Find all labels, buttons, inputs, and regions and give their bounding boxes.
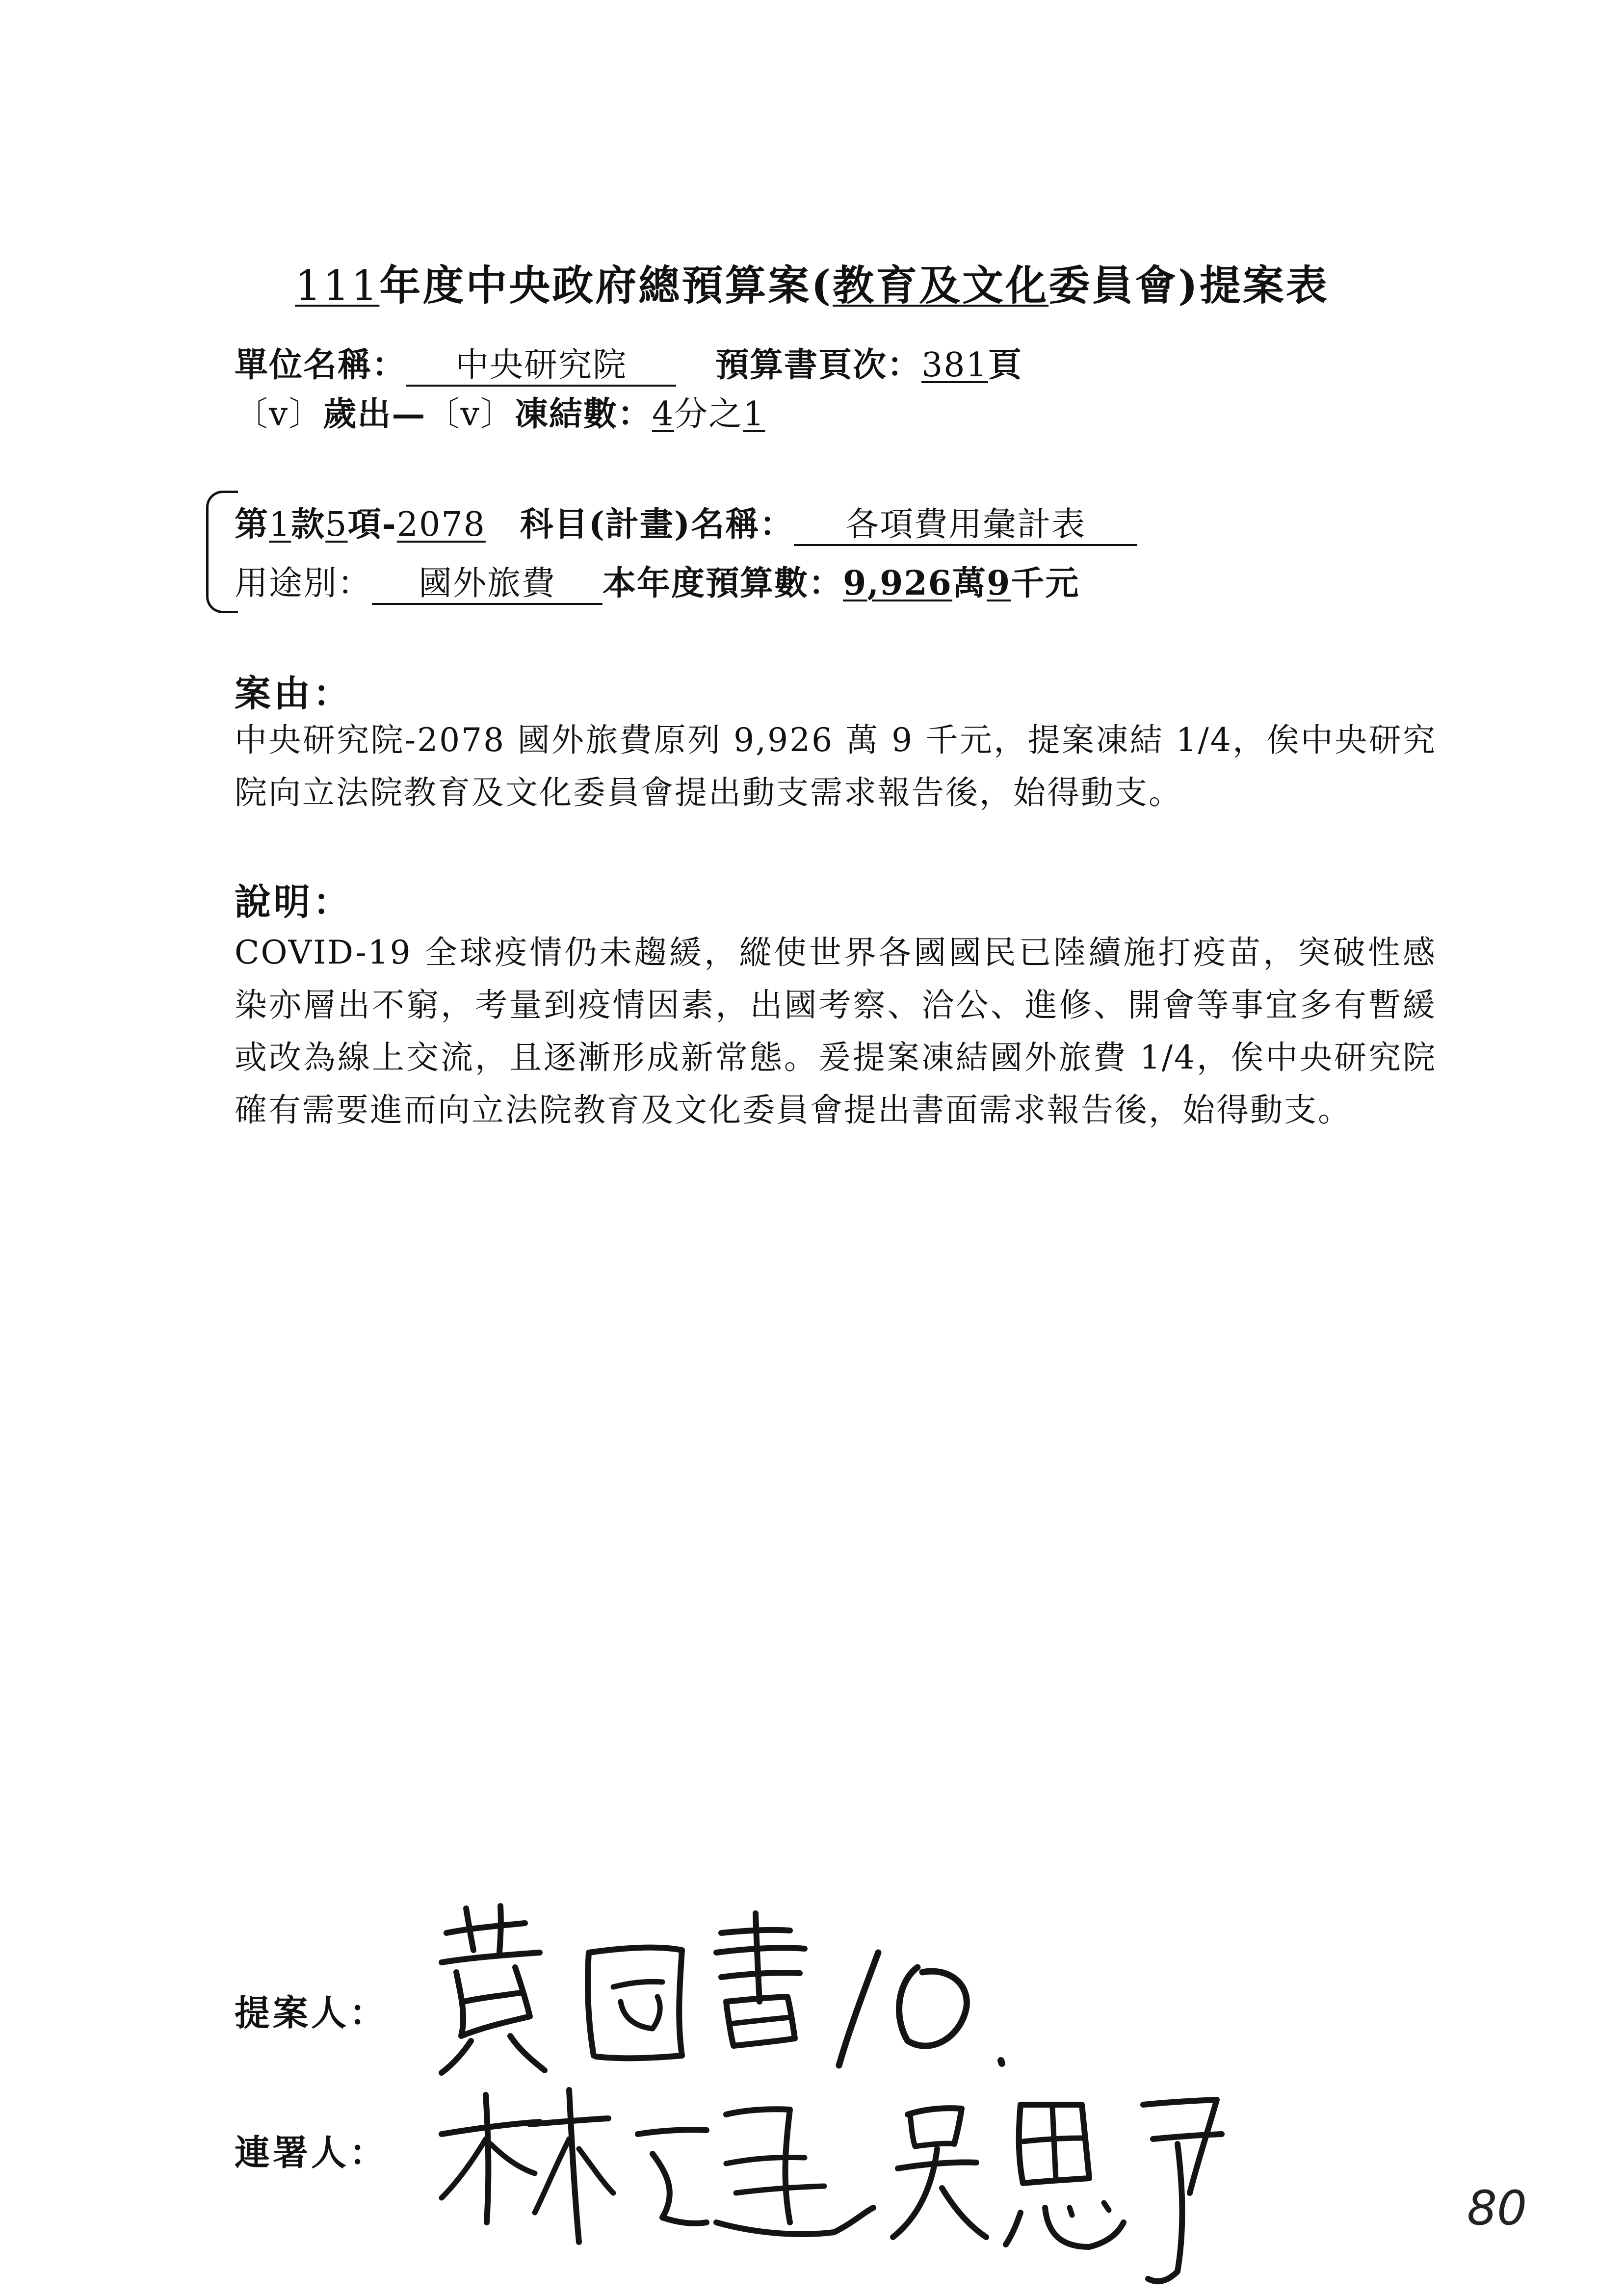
check-expense: 〔v〕 — [235, 395, 323, 434]
cosigner-signatures — [432, 2075, 1266, 2296]
kuan-label: 款 — [291, 505, 326, 544]
proposer-signature — [427, 1904, 1040, 2080]
item-row — [235, 498, 1137, 546]
usage-label: 用途別： — [235, 564, 372, 603]
budget-label: 本年度預算數： — [602, 564, 843, 603]
kuan-number: 1 — [269, 505, 291, 544]
page-title — [0, 253, 1624, 312]
usage-row — [235, 557, 1079, 605]
explanation-text: COVID-19 全球疫情仍未趨緩，縱使世界各國國民已陸續施打疫苗，突破性感染亦層出不窮，考量到疫情因素，出國考察、洽公、進修、開會等事宜多有暫緩或改為線上交流，且逐漸形成新常態。爰提案凍結國外旅費 1/4，俟中央研究院確有需要進而向立法院教育及文化委員會提出書面需求報告後，始得動支。 — [235, 934, 1437, 1129]
unit-label: 單位名稱： — [235, 345, 407, 385]
freeze-denominator: 1 — [743, 395, 765, 434]
subject-label: 科目(計畫)名稱： — [520, 505, 794, 544]
budget-thousand: 9 — [986, 564, 1011, 603]
budget-wan: 萬 — [952, 564, 987, 603]
check-freeze: 〔v〕 — [426, 395, 515, 434]
title-committee: 教育及文化 — [833, 261, 1049, 310]
page-label: 預算書頁次： — [715, 345, 922, 385]
budget-unit: 千元 — [1011, 564, 1080, 603]
item-brace — [206, 491, 238, 613]
page-value: 381 — [921, 346, 988, 385]
title-year: 111 — [295, 261, 380, 310]
xiang-number: 5 — [325, 505, 348, 544]
freeze-mid: 分之 — [674, 395, 743, 434]
xiang-label: 項- — [347, 505, 397, 544]
page-suffix: 頁 — [988, 345, 1022, 385]
unit-value: 中央研究院 — [406, 348, 676, 387]
unit-row — [235, 339, 1022, 387]
freeze-label: 凍結數： — [514, 394, 652, 434]
item-code: 2078 — [396, 505, 486, 544]
subject-value: 各項費用彙計表 — [794, 507, 1137, 546]
explanation-heading: 說明： — [235, 881, 352, 923]
freeze-numerator: 4 — [652, 395, 675, 434]
usage-value: 國外旅費 — [372, 566, 602, 605]
kuan-prefix: 第 — [235, 505, 269, 544]
expense-label: 歲出— — [323, 394, 426, 434]
reason-heading: 案由： — [235, 673, 352, 715]
freeze-row — [235, 388, 765, 435]
budget-amount: 9,926 — [843, 564, 952, 603]
title-before: 年度中央政府總預算案( — [379, 261, 833, 310]
proposer-label: 提案人： — [235, 1992, 388, 2034]
cosigner-label: 連署人： — [235, 2132, 388, 2173]
page-number: 80 — [1467, 2181, 1527, 2236]
title-after: 委員會)提案表 — [1048, 261, 1329, 310]
reason-text: 中央研究院-2078 國外旅費原列 9,926 萬 9 千元，提案凍結 1/4，俟中央研究院向立法院教育及文化委員會提出動支需求報告後，始得動支。 — [235, 721, 1437, 811]
